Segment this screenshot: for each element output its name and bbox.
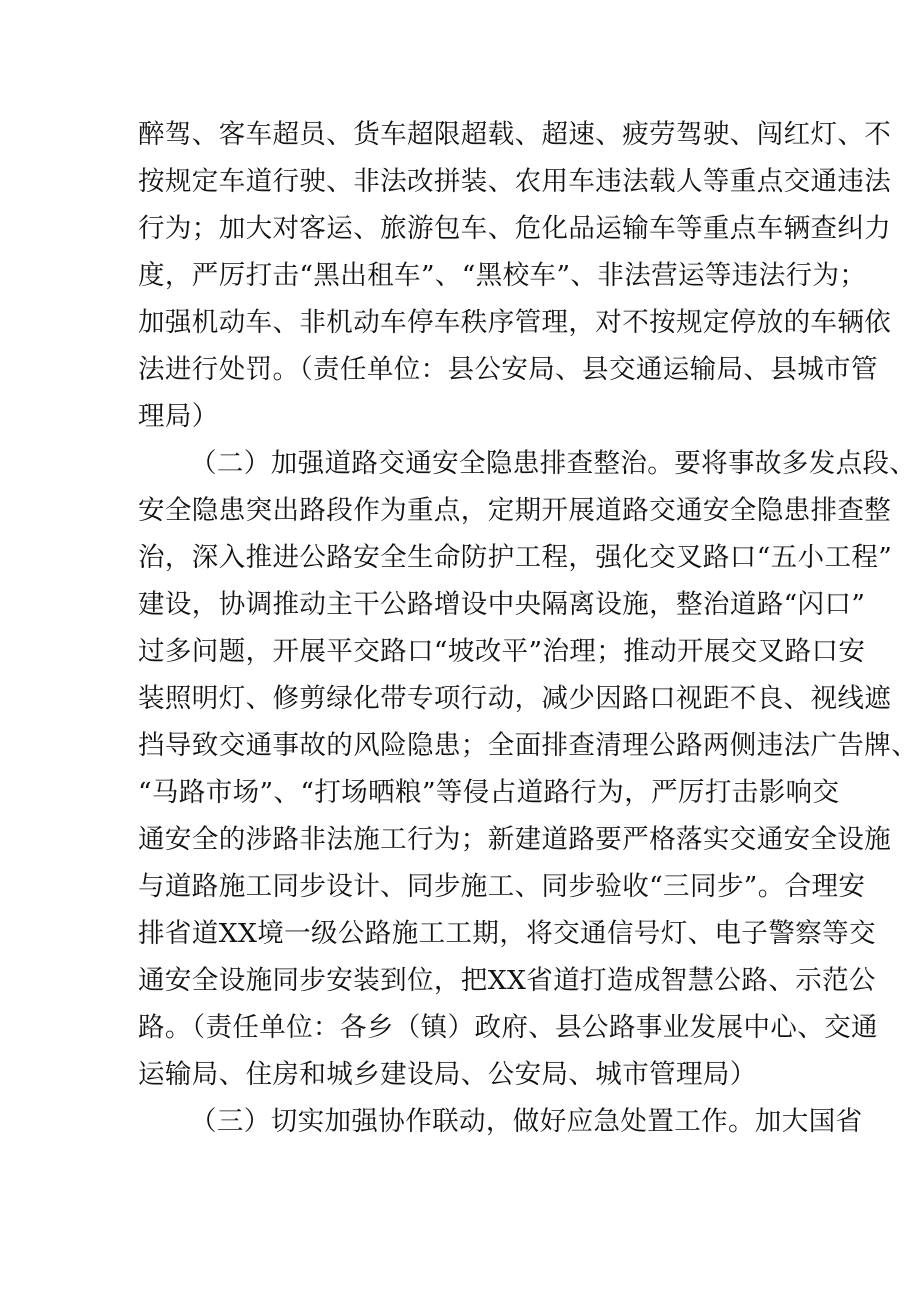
text-line: 安全隐患突出路段作为重点，定期开展道路交通安全隐患排查整 <box>138 495 892 526</box>
text-line: 度，严厉打击“黑出租车”、“黑校车”、非法营运等违法行为； <box>138 260 867 291</box>
text-line: 建设，协调推动主干公路增设中央隔离设施，整治道路“闪口” <box>138 589 866 620</box>
text-line: 路。（责任单位：各乡（镇）政府、县公路事业发展中心、交通 <box>138 1012 878 1043</box>
text-line: 运输局、住房和城乡建设局、公安局、城市管理局） <box>138 1059 757 1090</box>
text-line: 排省道XX境一级公路施工工期，将交通信号灯、电子警察等交 <box>138 918 876 949</box>
text-line: 醉驾、客车超员、货车超限超载、超速、疲劳驾驶、闯红灯、不 <box>138 119 892 150</box>
text-line: 与道路施工同步设计、同步施工、同步验收“三同步”。合理安 <box>138 871 866 902</box>
paragraph-heading-line: （三）切实加强协作联动，做好应急处置工作。加大国省 <box>190 1106 863 1137</box>
text-line: 理局） <box>138 401 219 432</box>
text-line: 法进行处罚。（责任单位：县公安局、县交通运输局、县城市管 <box>138 354 878 385</box>
text-line: 装照明灯、修剪绿化带专项行动，减少因路口视距不良、视线遮 <box>138 683 892 714</box>
text-line: 加强机动车、非机动车停车秩序管理，对不按规定停放的车辆依 <box>138 307 892 338</box>
text-line: “马路市场”、“打场晒粮”等侵占道路行为，严厉打击影响交 <box>138 777 840 808</box>
text-line: 行为；加大对客运、旅游包车、危化品运输车等重点车辆查纠力 <box>138 213 892 244</box>
text-line: 挡导致交通事故的风险隐患；全面排查清理公路两侧违法广告牌、 <box>138 730 919 761</box>
text-line: 通安全的涉路非法施工行为；新建道路要严格落实交通安全设施 <box>138 824 892 855</box>
text-line: 按规定车道行驶、非法改拼装、农用车违法载人等重点交通违法 <box>138 166 892 197</box>
text-line: 过多问题，开展平交路口“坡改平”治理；推动开展交叉路口安 <box>138 636 866 667</box>
paragraph-heading-line: （二）加强道路交通安全隐患排查整治。要将事故多发点段、 <box>190 448 917 479</box>
text-line: 通安全设施同步安装到位，把XX省道打造成智慧公路、示范公 <box>138 965 876 996</box>
text-line: 治，深入推进公路安全生命防护工程，强化交叉路口“五小工程” <box>138 542 893 573</box>
